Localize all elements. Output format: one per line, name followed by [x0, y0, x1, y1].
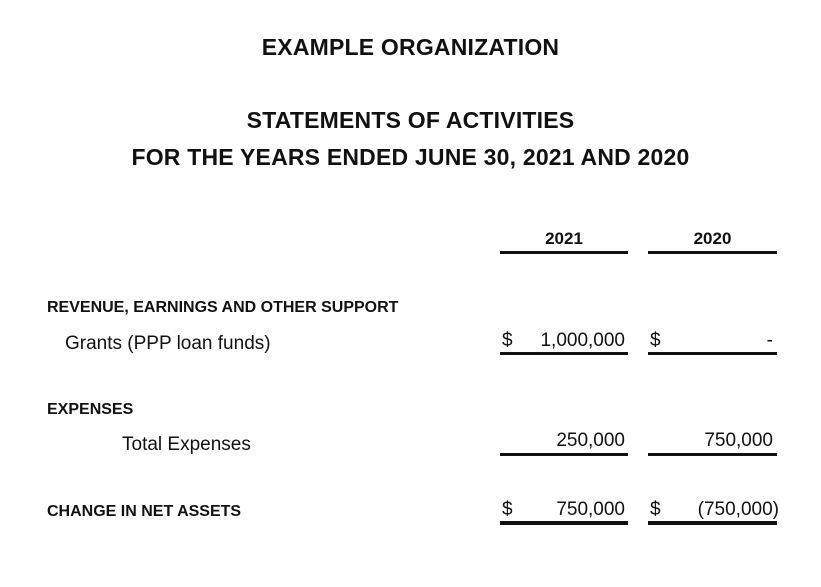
statement-period: FOR THE YEARS ENDED JUNE 30, 2021 AND 2020	[131, 144, 690, 170]
currency-symbol: $	[502, 330, 513, 351]
currency-symbol: $	[650, 499, 661, 520]
net-assets-2021-value: 750,000	[556, 499, 625, 520]
total-double-rule	[648, 521, 777, 525]
currency-symbol: $	[502, 499, 513, 520]
section-heading-revenue: REVENUE, EARNINGS AND OTHER SUPPORT	[47, 299, 399, 316]
subtotal-rule	[648, 352, 777, 355]
expenses-2021-value: 250,000	[556, 430, 625, 451]
grants-2020-value: -	[766, 330, 773, 351]
subtotal-rule	[500, 352, 628, 355]
organization-name: EXAMPLE ORGANIZATION	[261, 34, 560, 60]
subtotal-rule	[500, 453, 628, 456]
column-header-rule	[648, 251, 777, 254]
section-heading-expenses: EXPENSES	[47, 401, 134, 418]
column-header-2021: 2021	[545, 229, 583, 248]
grants-2021-value: 1,000,000	[540, 330, 625, 351]
expenses-2020-value: 750,000	[704, 430, 773, 451]
currency-symbol: $	[650, 330, 661, 351]
total-double-rule	[500, 521, 628, 525]
subtotal-rule	[648, 453, 777, 456]
line-item-total-expenses: Total Expenses	[122, 434, 251, 455]
line-item-grants: Grants (PPP loan funds)	[65, 333, 271, 354]
section-heading-net-assets: CHANGE IN NET ASSETS	[47, 503, 242, 520]
column-header-rule	[500, 251, 628, 254]
statement-title: STATEMENTS OF ACTIVITIES	[246, 107, 575, 133]
net-assets-2020-value: (750,000)	[697, 499, 779, 520]
column-header-2020: 2020	[693, 229, 732, 248]
